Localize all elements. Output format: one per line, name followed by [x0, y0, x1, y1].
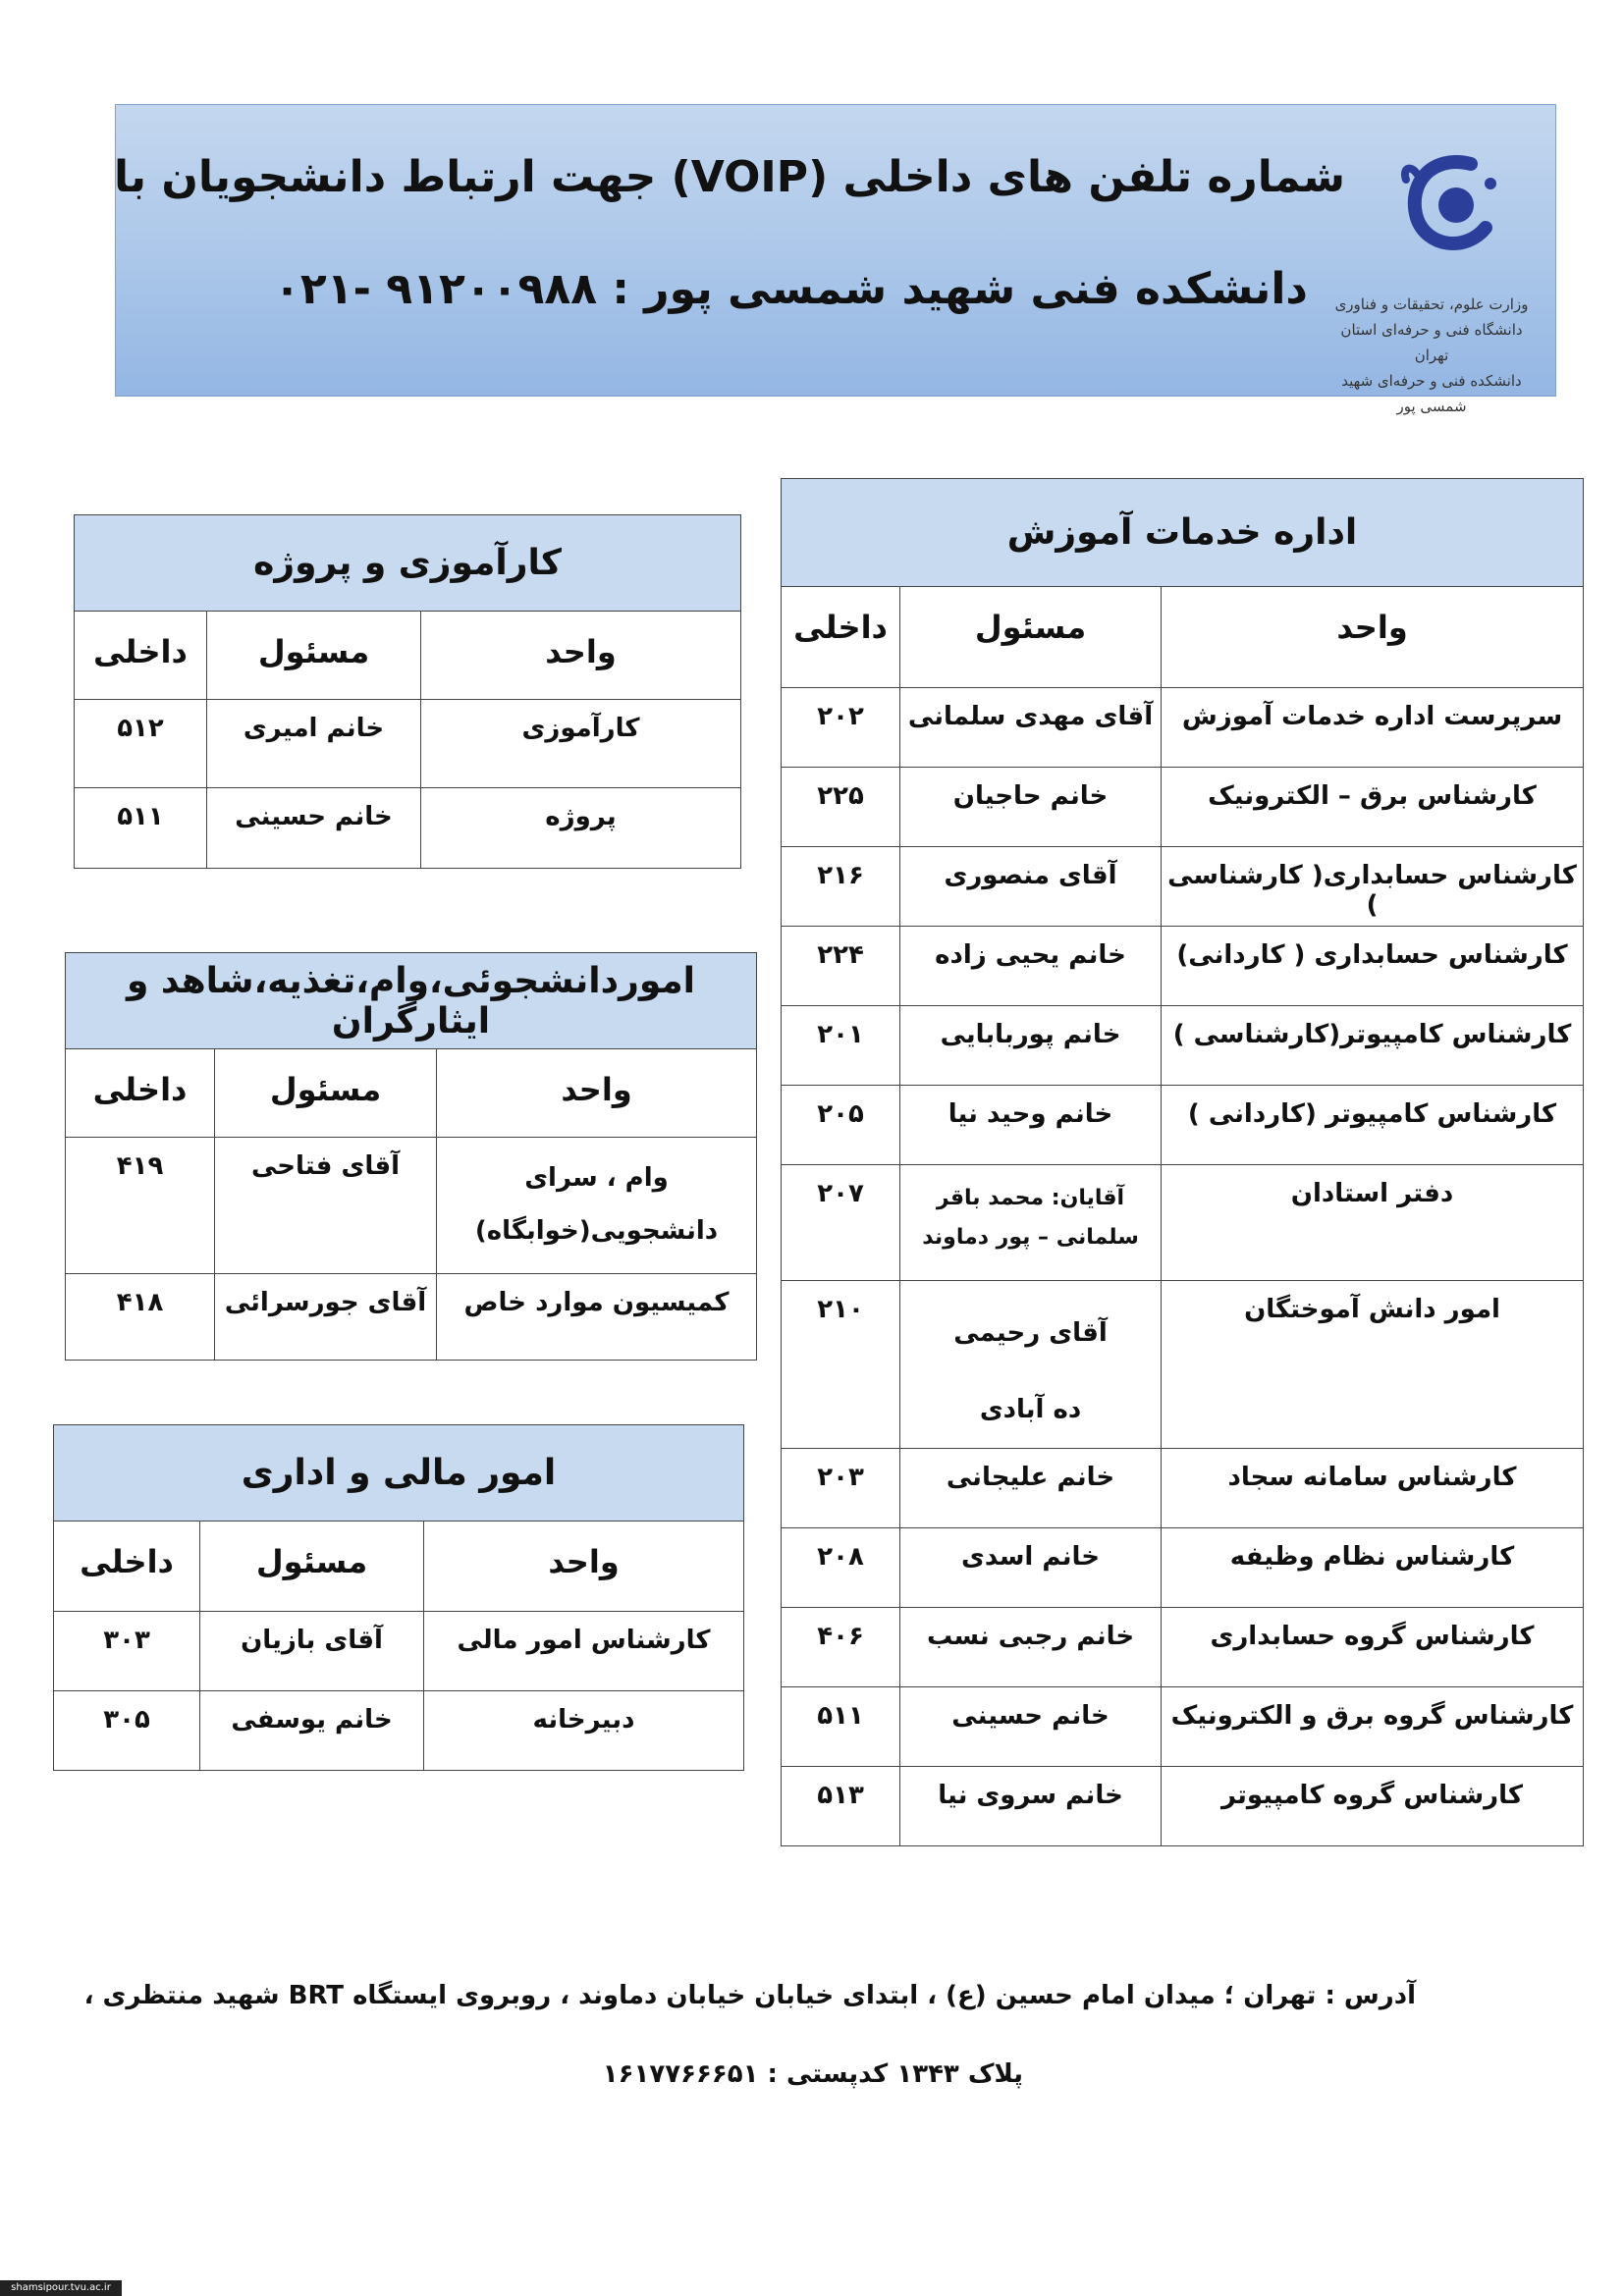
- table-row: امور دانش آموختگان آقای رحیمی ده آبادی ۲۱۰: [782, 1281, 1584, 1449]
- column-header-unit: واحد: [421, 612, 741, 700]
- column-header-ext: داخلی: [66, 1049, 215, 1138]
- column-header-unit: واحد: [437, 1049, 757, 1138]
- column-header-unit: واحد: [1162, 587, 1584, 688]
- header-phone: دانشکده فنی شهید شمسی پور : ۹۱۲۰۰۹۸۸ -۰۲۱: [274, 264, 1308, 314]
- table-row: دبیرخانه خانم یوسفی ۳۰۵: [54, 1691, 744, 1771]
- column-header-person: مسئول: [900, 587, 1162, 688]
- university-logo: [1324, 144, 1530, 415]
- table-row: کارشناس گروه حسابداری خانم رجبی نسب ۴۰۶: [782, 1608, 1584, 1687]
- education-table: [781, 478, 1584, 1846]
- table-row: کارشناس حسابداری ( کاردانی) خانم یحیی زاده ۲۲۴: [782, 927, 1584, 1006]
- table-row: کارشناس برق – الکترونیک خانم حاجیان ۲۲۵: [782, 768, 1584, 847]
- table-row: کارشناس سامانه سجاد خانم علیجانی ۲۰۳: [782, 1449, 1584, 1528]
- table-row: کارشناس حسابداری( کارشناسی ) آقای منصوری ۲۱۶: [782, 847, 1584, 927]
- table-row: کارشناس امور مالی آقای بازیان ۳۰۳: [54, 1612, 744, 1691]
- table-row: کارشناس گروه برق و الکترونیک خانم حسینی ۵۱۱: [782, 1687, 1584, 1767]
- column-header-person: مسئول: [215, 1049, 437, 1138]
- table-row: کارشناس کامپیوتر (کاردانی ) خانم وحید نیا ۲۰۵: [782, 1086, 1584, 1165]
- website-badge: shamsipour.tvu.ac.ir: [0, 2280, 122, 2296]
- table-title: اداره خدمات آموزش: [782, 479, 1584, 587]
- table-row: دفتر استادان آقایان: محمد باقر سلمانی – پور دماوند ۲۰۷: [782, 1165, 1584, 1281]
- table-row: وام ، سرای دانشجویی(خوابگاه) آقای فتاحی ۴۱۹: [66, 1138, 757, 1274]
- header-title: شماره تلفن های داخلی (VOIP) جهت ارتباط دانشجویان با: [114, 152, 1345, 202]
- column-header-unit: واحد: [424, 1522, 744, 1612]
- table-row: کارشناس نظام وظیفه خانم اسدی ۲۰۸: [782, 1528, 1584, 1608]
- header-banner: [114, 104, 1556, 415]
- table-title: امور مالی و اداری: [54, 1425, 744, 1522]
- column-header-ext: داخلی: [75, 612, 207, 700]
- table-title: کارآموزی و پروژه: [75, 515, 741, 612]
- table-row: کمیسیون موارد خاص آقای جورسرائی ۴۱۸: [66, 1274, 757, 1361]
- student-affairs-table: [65, 952, 757, 1361]
- logo-caption: وزارت علوم، تحقیقات و فناوری دانشگاه فنی و حرفه‌ای استان تهران دانشکده فنی و حرفه‌ای شهید شمسی پور: [1334, 295, 1529, 415]
- internship-table: [74, 514, 741, 869]
- address-line-1: آدرس : تهران ؛ میدان امام حسین (ع) ، ابتدای خیابان خیابان دماوند ، روبروی ایستگاه BRT شهید منتظری ،: [83, 1981, 1416, 2010]
- table-title: اموردانشجوئی،وام،تغذیه،شاهد و ایثارگران: [66, 953, 757, 1049]
- column-header-person: مسئول: [207, 612, 421, 700]
- table-row: کارشناس گروه کامپیوتر خانم سروی نیا ۵۱۳: [782, 1767, 1584, 1846]
- column-header-ext: داخلی: [782, 587, 900, 688]
- column-header-ext: داخلی: [54, 1522, 200, 1612]
- table-row: کارآموزی خانم امیری ۵۱۲: [75, 700, 741, 788]
- column-header-person: مسئول: [200, 1522, 424, 1612]
- table-row: سرپرست اداره خدمات آموزش آقای مهدی سلمانی ۲۰۲: [782, 688, 1584, 768]
- table-row: کارشناس کامپیوتر(کارشناسی ) خانم پوربابایی ۲۰۱: [782, 1006, 1584, 1086]
- address-line-2: پلاک ۱۳۴۳ کدپستی : ۱۶۱۷۷۶۶۶۵۱: [602, 2059, 1023, 2089]
- logo-emblem-icon: [1324, 144, 1530, 282]
- finance-table: [53, 1424, 744, 1771]
- table-row: پروژه خانم حسینی ۵۱۱: [75, 788, 741, 869]
